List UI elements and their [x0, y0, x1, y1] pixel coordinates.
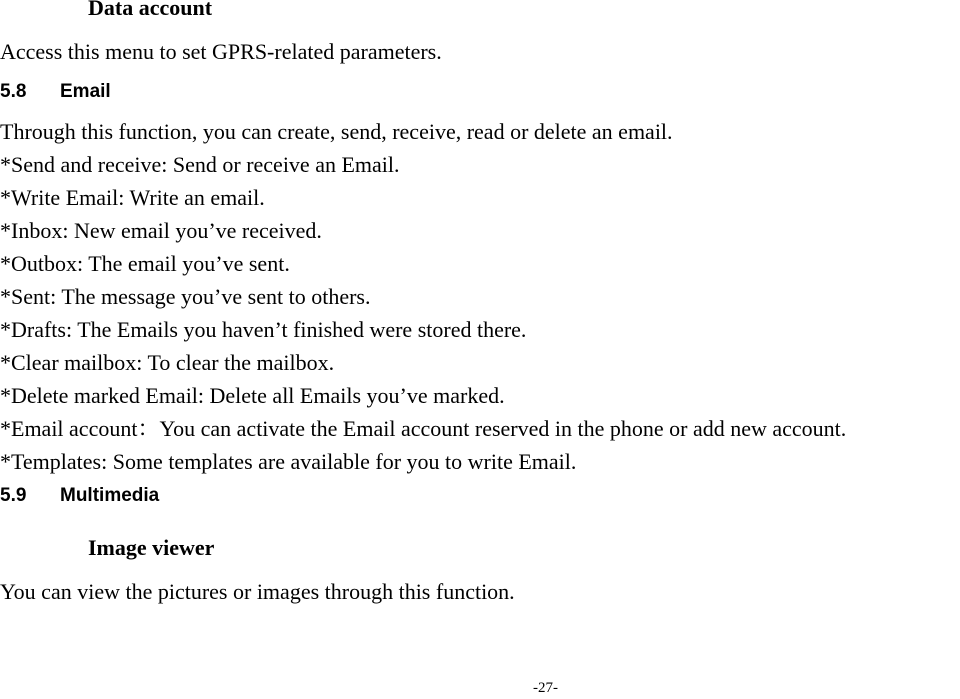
list-item: *Inbox: New email you’ve received.: [0, 218, 322, 243]
list-item: *Delete marked Email: Delete all Emails you’ve marked.: [0, 383, 505, 408]
list-item: *Drafts: The Emails you haven’t finished were stored there.: [0, 317, 527, 342]
list-item: *Sent: The message you’ve sent to others.: [0, 284, 371, 309]
page-number: -27-: [533, 680, 558, 696]
section-number: 5.9: [0, 485, 27, 506]
list-item: *Email account：You can activate the Email account reserved in the phone or add new account.: [0, 416, 847, 441]
list-item: *Write Email: Write an email.: [0, 185, 265, 210]
list-item: *Send and receive: Send or receive an Email.: [0, 152, 400, 177]
list-item: *Outbox: The email you’ve sent.: [0, 251, 290, 276]
email-feature-list: [0, 148, 846, 478]
image-viewer-text: You can view the pictures or images through this function.: [0, 579, 515, 604]
section-title: Multimedia: [60, 485, 160, 506]
data-account-text: Access this menu to set GPRS-related parameters.: [0, 39, 442, 64]
section-number: 5.8: [0, 81, 27, 102]
section-heading-email: [0, 81, 111, 103]
email-intro: Through this function, you can create, send, receive, read or delete an email.: [0, 119, 673, 144]
data-account-heading: Data account: [88, 0, 213, 20]
section-title: Email: [60, 81, 111, 102]
image-viewer-heading: Image viewer: [88, 535, 215, 560]
section-heading-multimedia: [0, 485, 159, 507]
list-item: *Templates: Some templates are available for you to write Email.: [0, 449, 577, 474]
list-item: *Clear mailbox: To clear the mailbox.: [0, 350, 335, 375]
